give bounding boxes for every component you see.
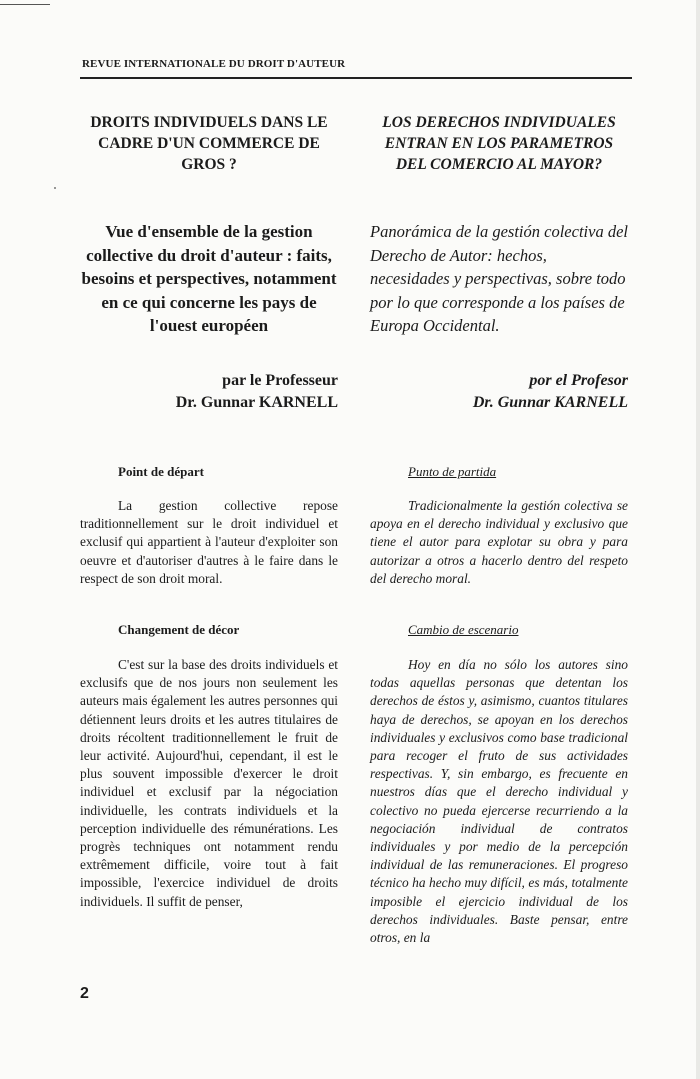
french-section2-heading: Changement de décor bbox=[118, 622, 240, 637]
spanish-section1-text: Tradicionalmente la gestión colectiva se apoya en el derecho individual y exclusivo que tiene el autor para explotar su obra y para autorizar a otros a hacerlo dentro del respeto del derecho moral. bbox=[370, 498, 628, 586]
spanish-title: LOS DERECHOS INDIVIDUALES ENTRAN EN LOS PARAMETROS DEL COMERCIO AL MAYOR? bbox=[382, 114, 616, 173]
scan-artifact-line bbox=[0, 4, 50, 5]
running-header: REVUE INTERNATIONALE DU DROIT D'AUTEUR bbox=[82, 58, 346, 70]
page-number: 2 bbox=[80, 985, 89, 1002]
header-rule bbox=[80, 77, 632, 79]
spanish-section2-heading: Cambio de escenario bbox=[408, 622, 519, 637]
spanish-section2-text: Hoy en día no sólo los autores sino todas aquellas personas que detentan los derechos de éstos y, asimismo, cuantos titulares haya de derechos, se apoyan en los derechos individuales y exclusivos como base tradicional para recoger el fruto de sus actividades respectivas. Y, sin embargo, es frecuente en nuestros días que el derecho individual y colectivo no pueda ejercerse recurriendo a la negociación individual de contratos individuales y por medio de la percepción individual de las remuneraciones. El progreso técnico ha hecho muy difícil, es más, totalmente imposible el ejercicio individual de los derechos individuales. Baste pensar, entre otros, en la bbox=[370, 657, 628, 946]
scan-artifact-dot bbox=[54, 187, 56, 189]
french-byline-role: par le Professeur bbox=[222, 372, 338, 389]
spanish-byline-author: Dr. Gunnar KARNELL bbox=[472, 394, 628, 411]
french-section2-text: C'est sur la base des droits individuels et exclusifs que de nos jours non seulement les auteurs mais également les autres personnes qui détiennent leurs droits et les autres titulaires de droits récoltent traditionnellement le fruit de leur activité. Aujourd'hui, cependant, il est le plus souvent impossible d'exercer le droit individuel et exclusif par la négociation individuelle, les contrats individuels et la perception individuelle des rémunérations. Les progrès techniques ont notamment rendu extrêmement difficile, voire tout à fait impossible, l'exercice individuel de droits individuels. Il suffit de penser, bbox=[80, 657, 338, 909]
spanish-subtitle: Panorámica de la gestión colectiva del Derecho de Autor: hechos, necesidades y perspectivas, sobre todo por lo que corresponde a los países de Europa Occidental. bbox=[370, 222, 628, 335]
french-section1-text: La gestion collective repose traditionnellement sur le droit individuel et exclusif qui appartient à l'auteur d'exploiter son oeuvre et d'autoriser d'autres à le faire dans le respect de son droit moral. bbox=[80, 498, 338, 586]
french-subtitle: Vue d'ensemble de la gestion collective du droit d'auteur : faits, besoins et perspectives, notamment en ce qui concerne les pays de l'ouest européen bbox=[81, 222, 337, 335]
french-byline bbox=[80, 370, 338, 414]
spanish-byline bbox=[370, 370, 628, 414]
scan-artifact-edge bbox=[696, 0, 700, 1079]
french-section1-heading: Point de départ bbox=[118, 464, 204, 479]
spanish-byline-role: por el Profesor bbox=[529, 372, 628, 389]
french-title: DROITS INDIVIDUELS DANS LE CADRE D'UN COMMERCE DE GROS ? bbox=[90, 114, 328, 173]
spanish-section1-heading: Punto de partida bbox=[408, 464, 497, 479]
french-byline-author: Dr. Gunnar KARNELL bbox=[175, 394, 338, 411]
